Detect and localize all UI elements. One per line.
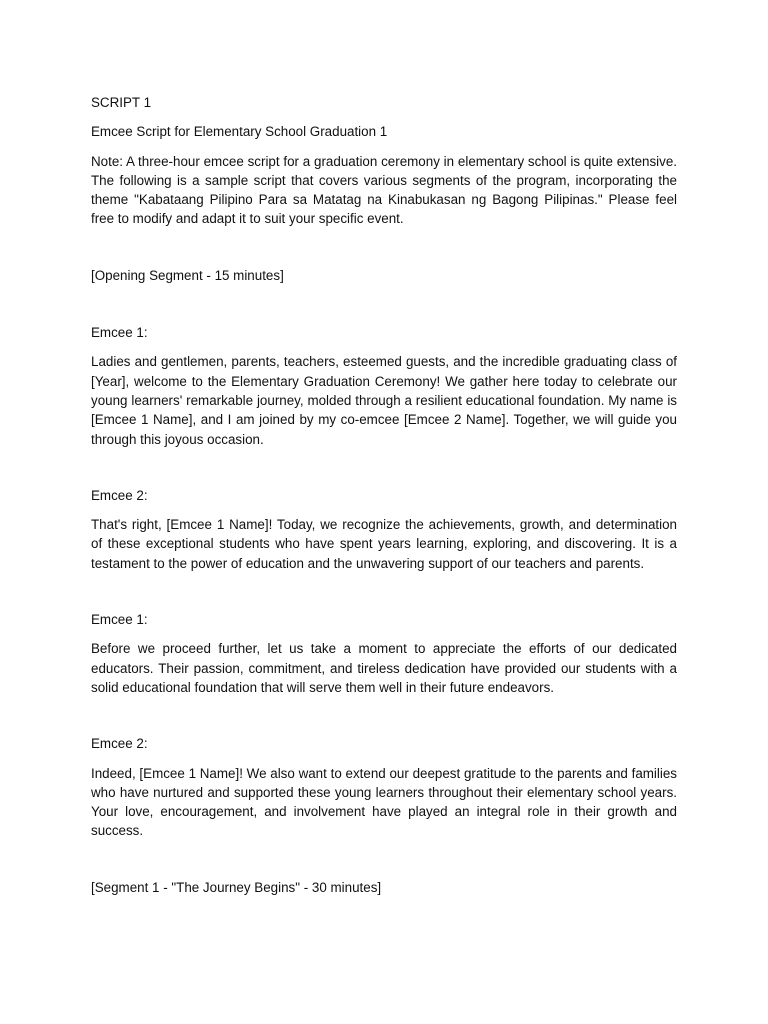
speech-paragraph: Indeed, [Emcee 1 Name]! We also want to extend our deepest gratitude to the parents and families who have nurtured and supported these young learners throughout their elementary school years. Your love, encouragement, and involvement have played an integral role in their growth and success. xyxy=(91,765,677,839)
document-page xyxy=(91,93,677,935)
speaker-label: Emcee 2: xyxy=(91,487,148,503)
segment-heading-1: [Segment 1 - "The Journey Begins" - 30 minutes] xyxy=(91,879,382,895)
note-paragraph: Note: A three-hour emcee script for a graduation ceremony in elementary school is quite extensive. The following is a sample script that covers various segments of the program, incorporating the theme "Kabataang Pilipino Para sa Matatag na Kinabukasan ng Bagong Pilipinas." Please feel free to modify and adapt it to suit your specific event. xyxy=(91,153,677,227)
speech-paragraph: Before we proceed further, let us take a moment to appreciate the efforts of our dedicated educators. Their passion, commitment, and tireless dedication have provided our students with a solid educational foundation that will serve them well in their future endeavors. xyxy=(91,641,677,695)
segment-heading-opening: [Opening Segment - 15 minutes] xyxy=(91,267,284,283)
speaker-label: Emcee 2: xyxy=(91,736,148,752)
speaker-label: Emcee 1: xyxy=(91,612,148,628)
speaker-label: Emcee 1: xyxy=(91,325,148,341)
script-title: Emcee Script for Elementary School Graduation 1 xyxy=(91,124,388,140)
speech-paragraph: Ladies and gentlemen, parents, teachers, esteemed guests, and the incredible graduating class of [Year], welcome to the Elementary Graduation Ceremony! We gather here today to celebrate our young learners' remarkable journey, molded through a resilient educational foundation. My name is [Emcee 1 Name], and I am joined by my co-emcee [Emcee 2 Name]. Together, we will guide you through this joyous occasion. xyxy=(91,354,677,447)
speech-paragraph: That's right, [Emcee 1 Name]! Today, we recognize the achievements, growth, and determination of these exceptional students who have spent years learning, exploring, and discovering. It is a testament to the power of education and the unwavering support of our teachers and parents. xyxy=(91,517,677,571)
script-heading: SCRIPT 1 xyxy=(91,95,152,110)
